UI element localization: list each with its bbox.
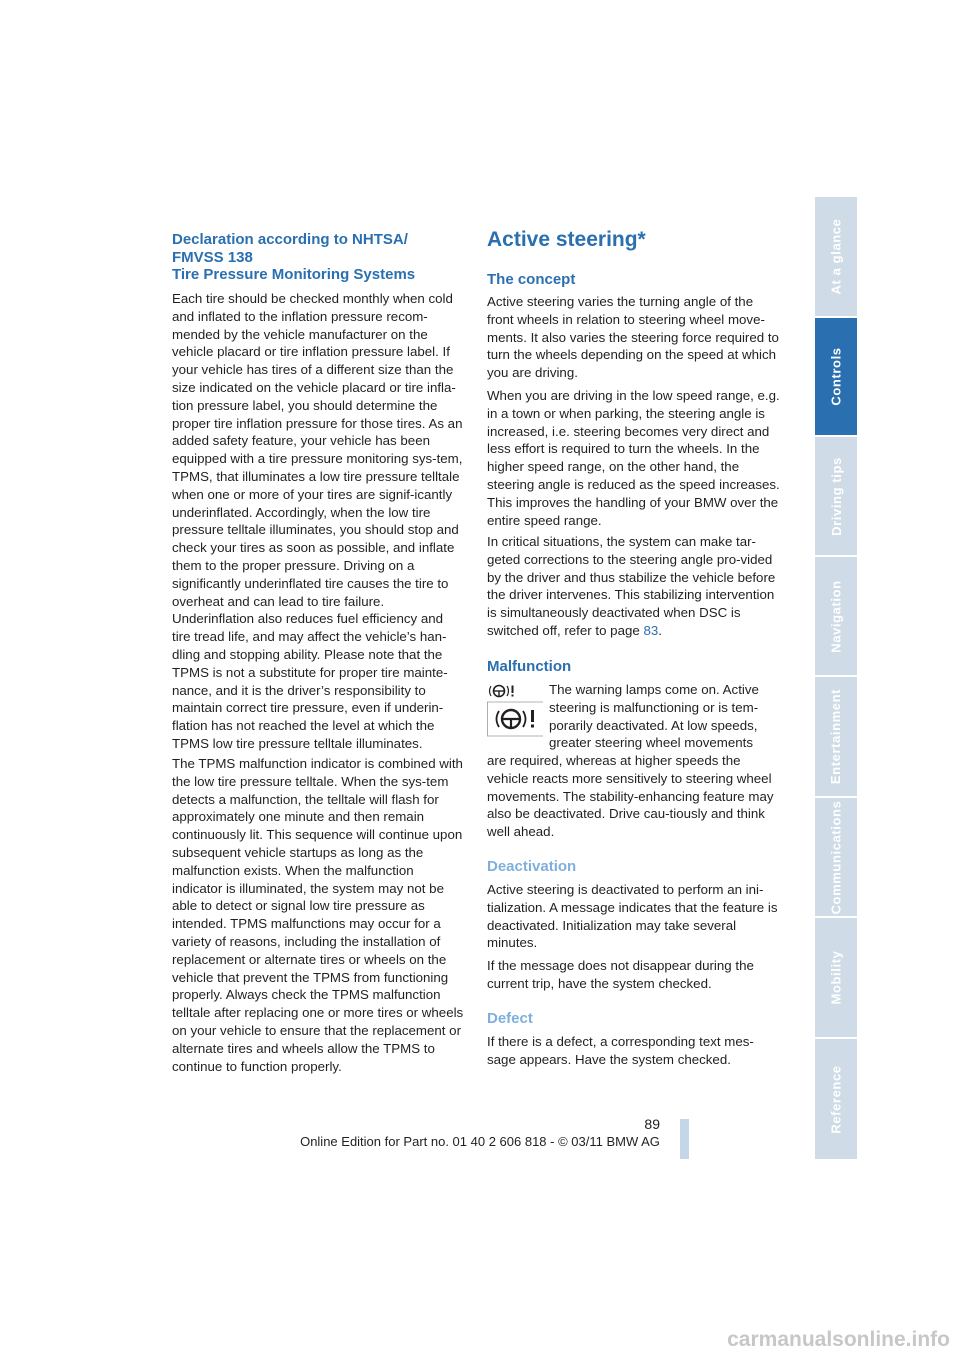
steering-warning-icon bbox=[487, 682, 543, 737]
concept-paragraph-3: In critical situations, the system can make tar-geted corrections to the steering angle pro-vided by the driver and thus stabilize the vehicle before the driver intervenes. This stabilizing intervention is simultaneously deactivated when DSC is switched off, refer to page 83. bbox=[487, 534, 776, 638]
concept-heading: The concept bbox=[487, 271, 576, 288]
deactivation-paragraph-2: If the message does not disappear during the current trip, have the system checked. bbox=[487, 958, 754, 991]
malfunction-heading: Malfunction bbox=[487, 658, 572, 675]
page-83-link[interactable]: 83 bbox=[643, 622, 659, 638]
tab-driving-tips[interactable]: Driving tips bbox=[815, 437, 857, 555]
watermark: carmanualsonline.info bbox=[727, 1328, 950, 1351]
tab-entertainment[interactable]: Entertainment bbox=[815, 677, 857, 796]
defect-heading: Defect bbox=[487, 1010, 533, 1027]
tab-communications[interactable]: Communications bbox=[815, 798, 857, 916]
tab-reference[interactable]: Reference bbox=[815, 1039, 857, 1159]
tab-controls[interactable]: Controls bbox=[815, 318, 857, 435]
deactivation-paragraph-1: Active steering is deactivated to perform an ini-tialization. A message indicates that the feature is deactivated. Initialization may take several minutes. bbox=[487, 882, 778, 951]
tpms-paragraph-2: The TPMS malfunction indicator is combined with the low tire pressure telltale. When the sys-tem detects a malfunction, the telltale will flash for approximately one minute and then remain continuously lit. This sequence will continue upon subsequent vehicle startups as long as the malfunction exists. When the malfunction indicator is illuminated, the system may not be able to detect or signal low tire pressure as intended. TPMS malfunctions may occur for a variety of reasons, including the installation of replacement or alternate tires or wheels on the vehicle that prevent the TPMS from functioning properly. Always check the TPMS malfunction telltale after replacing one or more tires or wheels on your vehicle to ensure that the replacement or alternate tires and wheels allow the TPMS to continue to function properly. bbox=[172, 756, 464, 1074]
concept-paragraph-2: When you are driving in the low speed range, e.g. in a town or when parking, the steering angle is increased, i.e. steering becomes very direct and less effort is required to turn the wheels. In the higher speed range, on the other hand, the steering angle is reduced as the speed increases. This improves the handling of your BMW over the entire speed range. bbox=[487, 388, 780, 528]
tab-mobility[interactable]: Mobility bbox=[815, 918, 857, 1037]
page-number: 89 bbox=[644, 1116, 660, 1132]
chapter-tabs bbox=[815, 197, 857, 1159]
edition-line: Online Edition for Part no. 01 40 2 606 818 - © 03/11 BMW AG bbox=[300, 1134, 660, 1149]
malfunction-paragraph-1: The warning lamps come on. Active steering is malfunctioning or is tem-porarily deactivated. At low speeds, greater steering wheel movements bbox=[549, 682, 759, 751]
steering-warning-icons bbox=[487, 682, 543, 737]
page-title: Active steering* bbox=[487, 228, 646, 251]
tab-at-a-glance[interactable]: At a glance bbox=[815, 197, 857, 316]
steering-warning-small-icon bbox=[490, 686, 514, 697]
nhtsa-heading: Declaration according to NHTSA/ FMVSS 138 Tire Pressure Monitoring Systems bbox=[172, 231, 416, 283]
malfunction-paragraph-2: are required, whereas at higher speeds the vehicle reacts more sensitively to steering wheel movements. The stability-enhancing feature may also be deactivated. Drive cau-tiously and think well ahead. bbox=[487, 753, 774, 840]
tpms-paragraph-1: Each tire should be checked monthly when cold and inflated to the inflation pressure recom-mended by the vehicle manufacturer on the vehicle placard or tire inflation pressure label. If your vehicle has tires of a different size than the size indicated on the vehicle placard or tire infla-tion pressure label, you should determine the proper tire inflation pressure for those tires. As an added safety feature, your vehicle has been equipped with a tire pressure monitoring sys-tem, TPMS, that illuminates a low tire pressure telltale when one or more of your tires are signif-icantly underinflated. Accordingly, when the low tire pressure telltale illuminates, you should stop and check your tires as soon as possible, and inflate them to the proper pressure. Driving on a significantly underinflated tire causes the tire to overheat and can lead to tire failure. Underinflation also reduces fuel efficiency and tire tread life, and may affect the vehicle’s han-dling and stopping ability. Please note that the TPMS is not a substitute for proper tire mainte-nance, and it is the driver’s responsibility to maintain correct tire pressure, even if underin-flation has not reached the level at which the TPMS low tire pressure telltale illuminates. bbox=[172, 291, 463, 751]
concept-paragraph-1: Active steering varies the turning angle of the front wheels in relation to steering wheel move-ments. It also varies the steering force required to turn the wheels depending on the speed at which you are driving. bbox=[487, 294, 779, 381]
steering-warning-large-icon bbox=[497, 710, 535, 728]
defect-paragraph-1: If there is a defect, a corresponding text mes-sage appears. Have the system checked. bbox=[487, 1034, 754, 1067]
deactivation-heading: Deactivation bbox=[487, 858, 577, 875]
tab-navigation[interactable]: Navigation bbox=[815, 557, 857, 675]
